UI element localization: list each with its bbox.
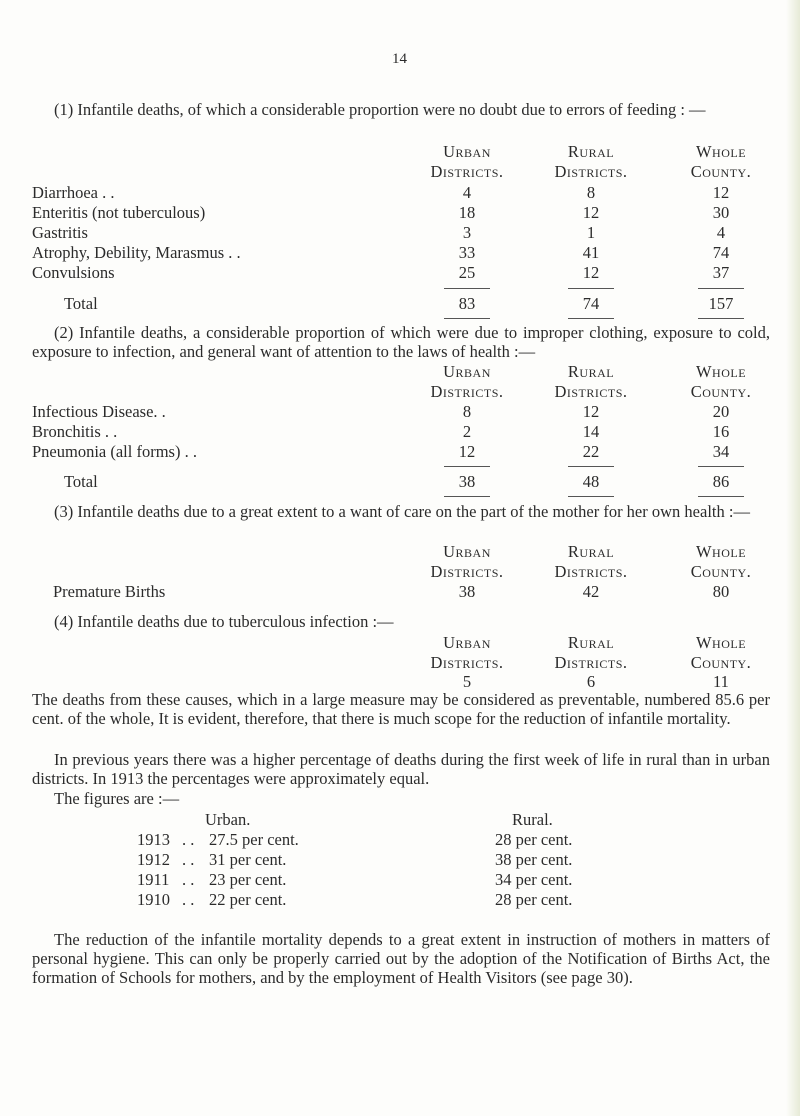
section3-intro: (3) Infantile deaths due to a great extent to a want of care on the part of the mother for her own health :—	[54, 502, 750, 521]
s1-header-urban-2: Districts.	[430, 162, 504, 181]
paragraph-previous-years: In previous years there was a higher percentage of deaths during the first week of life in rural than in urban districts. In 1913 the percentages were approximately equal.	[32, 750, 770, 788]
s1-row-label: Enteritis (not tuberculous)	[32, 203, 206, 222]
s2-total-rule-urban	[444, 496, 490, 497]
s4-row-whole: 11	[713, 672, 729, 691]
s1-row-rural: 41	[582, 243, 600, 262]
s1-row-label: Atrophy, Debility, Marasmus . .	[32, 243, 241, 262]
s2-row-label: Pneumonia (all forms) . .	[32, 442, 197, 461]
section1-intro: (1) Infantile deaths, of which a considerable proportion were no doubt due to errors of feeding : —	[54, 100, 706, 119]
s2-total-rural: 48	[582, 472, 600, 491]
s2-row-rural: 22	[582, 442, 600, 461]
paragraph-reduction: The reduction of the infantile mortality depends to a great extent in instruction of mothers in matters of personal hygiene. This can only be properly carried out by the adoption of the Notification of Births Act, the formation of Schools for mothers, and by the employment of Health Visitors (see page 30).	[32, 930, 770, 987]
s4-header-whole-2: County.	[690, 653, 752, 672]
s2-header-whole-2: County.	[690, 382, 752, 401]
s2-header-rural-1: Rural	[567, 362, 615, 381]
s2-total-rule-rural	[568, 496, 614, 497]
s3-row-whole: 80	[712, 582, 730, 601]
pct-row-urban: 27.5 per cent.	[209, 830, 299, 849]
pct-row-urban: 23 per cent.	[209, 870, 287, 889]
s3-row-rural: 42	[582, 582, 600, 601]
s1-total-whole: 157	[708, 294, 734, 313]
s1-total-urban: 83	[458, 294, 476, 313]
s1-subtotal-rule-urban	[444, 288, 490, 289]
s2-subtotal-rule-urban	[444, 466, 490, 467]
pct-row-dots: . .	[182, 870, 195, 889]
pct-row-dots: . .	[182, 850, 195, 869]
s3-row-urban: 38	[458, 582, 476, 601]
s3-header-rural-1: Rural	[567, 542, 615, 561]
page-edge-shading	[786, 0, 800, 1116]
s1-row-whole: 37	[712, 263, 730, 282]
pct-row-rural: 34 per cent.	[495, 870, 573, 889]
pct-row-year: 1912	[137, 850, 170, 869]
s1-row-rural: 12	[582, 203, 600, 222]
pct-row-year: 1913	[137, 830, 170, 849]
s1-header-rural-2: Districts.	[554, 162, 628, 181]
s4-header-rural-1: Rural	[567, 633, 615, 652]
s1-header-whole-2: County.	[690, 162, 752, 181]
s2-total-rule-whole	[698, 496, 744, 497]
s3-header-rural-2: Districts.	[554, 562, 628, 581]
pct-row-dots: . .	[182, 830, 195, 849]
s1-row-whole: 30	[712, 203, 730, 222]
section2-intro: (2) Infantile deaths, a considerable proportion of which were due to improper clothing, exposure to cold, exposure to infection, and general want of attention to the laws of health :—	[32, 323, 770, 361]
s3-header-urban-2: Districts.	[430, 562, 504, 581]
s4-header-urban-2: Districts.	[430, 653, 504, 672]
s1-row-rural: 1	[586, 223, 596, 242]
s1-row-urban: 33	[458, 243, 476, 262]
s2-row-whole: 16	[712, 422, 730, 441]
s2-row-rural: 14	[582, 422, 600, 441]
s1-header-rural-1: Rural	[567, 142, 615, 161]
s4-row-urban: 5	[462, 672, 472, 691]
figures-label: The figures are :—	[54, 789, 180, 808]
s1-row-urban: 25	[458, 263, 476, 282]
s1-row-whole: 74	[712, 243, 730, 262]
s1-row-rural: 12	[582, 263, 600, 282]
s2-row-whole: 20	[712, 402, 730, 421]
s1-row-rural: 8	[586, 183, 596, 202]
s1-row-urban: 4	[462, 183, 472, 202]
s1-row-whole: 4	[716, 223, 726, 242]
s4-row-rural: 6	[586, 672, 596, 691]
s1-row-urban: 18	[458, 203, 476, 222]
s1-row-label: Gastritis	[32, 223, 88, 242]
paragraph-preventable: The deaths from these causes, which in a large measure may be considered as preventable, numbered 85.6 per cent. of the whole, It is evident, therefore, that there is much scope for the reduction of infantile mortality.	[32, 690, 770, 728]
s3-header-whole-2: County.	[690, 562, 752, 581]
s3-header-whole-1: Whole	[695, 542, 747, 561]
s1-row-label: Convulsions	[32, 263, 115, 282]
s2-header-urban-2: Districts.	[430, 382, 504, 401]
s2-row-urban: 12	[458, 442, 476, 461]
s1-subtotal-rule-rural	[568, 288, 614, 289]
s2-subtotal-rule-whole	[698, 466, 744, 467]
pct-row-urban: 31 per cent.	[209, 850, 287, 869]
s2-total-urban: 38	[458, 472, 476, 491]
pct-header-urban: Urban.	[205, 810, 251, 829]
s2-row-rural: 12	[582, 402, 600, 421]
pct-row-rural: 28 per cent.	[495, 830, 573, 849]
s2-row-urban: 8	[462, 402, 472, 421]
s2-header-whole-1: Whole	[695, 362, 747, 381]
s1-row-urban: 3	[462, 223, 472, 242]
s2-total-whole: 86	[712, 472, 730, 491]
pct-row-rural: 28 per cent.	[495, 890, 573, 909]
s2-subtotal-rule-rural	[568, 466, 614, 467]
s1-total-label: Total	[64, 294, 98, 313]
s2-row-urban: 2	[462, 422, 472, 441]
pct-row-urban: 22 per cent.	[209, 890, 287, 909]
pct-row-year: 1910	[137, 890, 170, 909]
s1-header-whole-1: Whole	[695, 142, 747, 161]
s2-row-label: Infectious Disease. .	[32, 402, 166, 421]
pct-row-dots: . .	[182, 890, 195, 909]
s2-row-whole: 34	[712, 442, 730, 461]
s3-header-urban-1: Urban	[443, 542, 491, 561]
s2-row-label: Bronchitis . .	[32, 422, 118, 441]
s4-header-urban-1: Urban	[443, 633, 491, 652]
s1-row-whole: 12	[712, 183, 730, 202]
pct-header-rural: Rural.	[512, 810, 553, 829]
s4-header-rural-2: Districts.	[554, 653, 628, 672]
s1-total-rule-rural	[568, 318, 614, 319]
s1-row-label: Diarrhoea . .	[32, 183, 115, 202]
pct-row-rural: 38 per cent.	[495, 850, 573, 869]
s2-header-rural-2: Districts.	[554, 382, 628, 401]
s2-header-urban-1: Urban	[443, 362, 491, 381]
s3-row-label: Premature Births	[53, 582, 166, 601]
s1-total-rural: 74	[582, 294, 600, 313]
s4-header-whole-1: Whole	[695, 633, 747, 652]
section4-intro: (4) Infantile deaths due to tuberculous infection :—	[54, 612, 394, 631]
pct-row-year: 1911	[137, 870, 170, 889]
page-number: 14	[392, 51, 407, 67]
s1-subtotal-rule-whole	[698, 288, 744, 289]
s1-total-rule-whole	[698, 318, 744, 319]
s1-header-urban-1: Urban	[443, 142, 491, 161]
s1-total-rule-urban	[444, 318, 490, 319]
s2-total-label: Total	[64, 472, 98, 491]
